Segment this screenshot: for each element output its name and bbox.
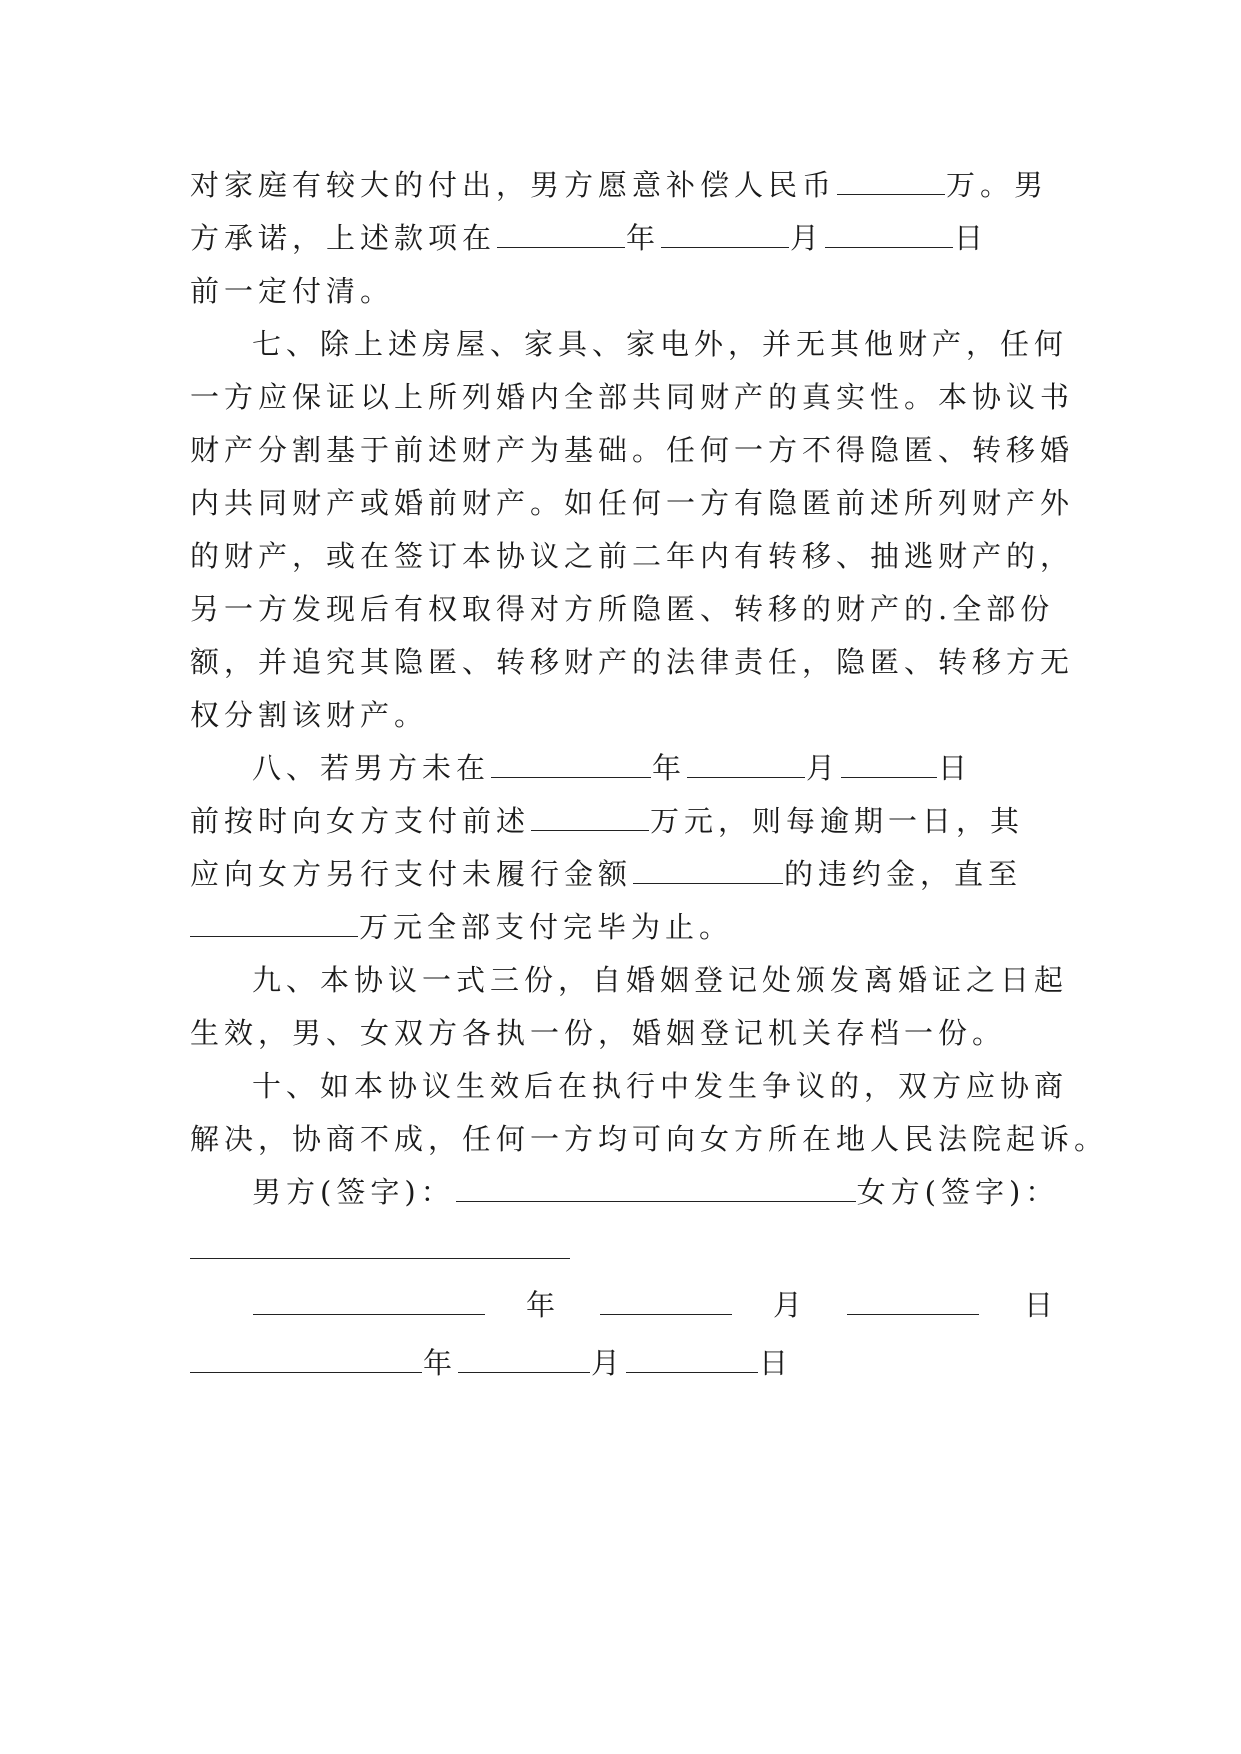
paragraph-line [252, 324, 1122, 364]
paragraph-line [252, 960, 1122, 1000]
fill-blank [825, 220, 953, 248]
paragraph-line [190, 695, 1060, 735]
paragraph-line [190, 536, 1075, 576]
paragraph-line [190, 1013, 1060, 1053]
date-line [190, 1343, 1060, 1383]
text-segment: 一方应保证以上所列婚内全部共同财产的真实性。本协议书 [190, 380, 1075, 414]
fill-blank [661, 220, 789, 248]
fill-blank [531, 803, 649, 831]
text-segment: 日 [759, 1346, 794, 1380]
fill-blank [458, 1345, 590, 1373]
text-segment: 月 [591, 1346, 626, 1380]
text-segment: 前按时向女方支付前述 [190, 804, 531, 838]
paragraph-line [190, 907, 1060, 947]
paragraph-line [252, 1066, 1122, 1106]
fill-blank [491, 750, 651, 778]
paragraph-line [190, 430, 1075, 470]
paragraph-line [252, 748, 1122, 788]
paragraph-line [190, 854, 1060, 894]
text-segment: 额，并追究其隐匿、转移财产的法律责任，隐匿、转移方无 [190, 645, 1075, 679]
text-segment: 万元全部支付完毕为止。 [359, 910, 734, 944]
male-signature-blank [456, 1174, 856, 1202]
paragraph-line [190, 377, 1075, 417]
text-segment: 的违约金，直至 [784, 857, 1023, 891]
text-segment: 万元，则每逾期一日，其 [650, 804, 1025, 838]
paragraph-line [190, 1119, 1109, 1159]
signature-line [252, 1172, 1122, 1212]
paragraph-line [190, 483, 1075, 523]
text-segment: 万。男 [946, 168, 1049, 202]
text-segment: 日 [938, 751, 973, 785]
text-segment: 解决，协商不成，任何一方均可向女方所在地人民法院起诉。 [190, 1122, 1109, 1156]
text-segment: 年 [526, 1288, 561, 1322]
paragraph-line [190, 589, 1060, 629]
text-segment: 应向女方另行支付未履行金额 [190, 857, 633, 891]
paragraph-line [190, 642, 1075, 682]
fill-blank [626, 1345, 758, 1373]
text-segment: 十、如本协议生效后在执行中发生争议的，双方应协商 [252, 1069, 1069, 1103]
text-segment: 月 [806, 751, 841, 785]
text-segment: 日 [954, 221, 989, 255]
text-segment: 另一方发现后有权取得对方所隐匿、转移的财产的.全部份 [190, 592, 1055, 626]
fill-blank [497, 220, 625, 248]
fill-blank [253, 1287, 485, 1315]
text-segment: 方承诺，上述款项在 [190, 221, 497, 255]
text-segment: 日 [1024, 1288, 1059, 1322]
fill-blank [190, 909, 358, 937]
text-segment: 内共同财产或婚前财产。如任何一方有隐匿前述所列财产外 [190, 486, 1075, 520]
fill-blank [633, 856, 783, 884]
text-segment: 生效，男、女双方各执一份，婚姻登记机关存档一份。 [190, 1016, 1007, 1050]
text-segment: 对家庭有较大的付出，男方愿意补偿人民币 [190, 168, 837, 202]
fill-blank [190, 1345, 422, 1373]
fill-blank [847, 1287, 979, 1315]
text-segment: 权分割该财产。 [190, 698, 429, 732]
text-segment: 月 [790, 221, 825, 255]
paragraph-line [190, 218, 1060, 258]
text-segment: 七、除上述房屋、家具、家电外，并无其他财产，任何 [252, 327, 1069, 361]
text-segment: 的财产，或在签订本协议之前二年内有转移、抽逃财产的， [190, 539, 1075, 573]
text-segment: 八、若男方未在 [252, 751, 491, 785]
fill-blank [687, 750, 805, 778]
paragraph-line [190, 271, 1060, 311]
text-segment: 财产分割基于前述财产为基础。任何一方不得隐匿、转移婚 [190, 433, 1075, 467]
female-signature-label: 女方(签字)： [856, 1175, 1060, 1209]
female-signature-blank [190, 1258, 570, 1259]
text-segment: 年 [626, 221, 661, 255]
fill-blank [600, 1287, 732, 1315]
paragraph-line [190, 165, 1060, 205]
date-line [252, 1285, 1122, 1325]
male-signature-label: 男方(签字)： [252, 1175, 455, 1209]
text-segment: 年 [652, 751, 687, 785]
text-segment: 年 [423, 1346, 458, 1380]
paragraph-line [190, 801, 1060, 841]
text-segment: 九、本协议一式三份，自婚姻登记处颁发离婚证之日起 [252, 963, 1069, 997]
text-segment: 月 [773, 1288, 808, 1322]
text-segment: 前一定付清。 [190, 274, 395, 308]
fill-blank [841, 750, 937, 778]
fill-blank [837, 167, 945, 195]
